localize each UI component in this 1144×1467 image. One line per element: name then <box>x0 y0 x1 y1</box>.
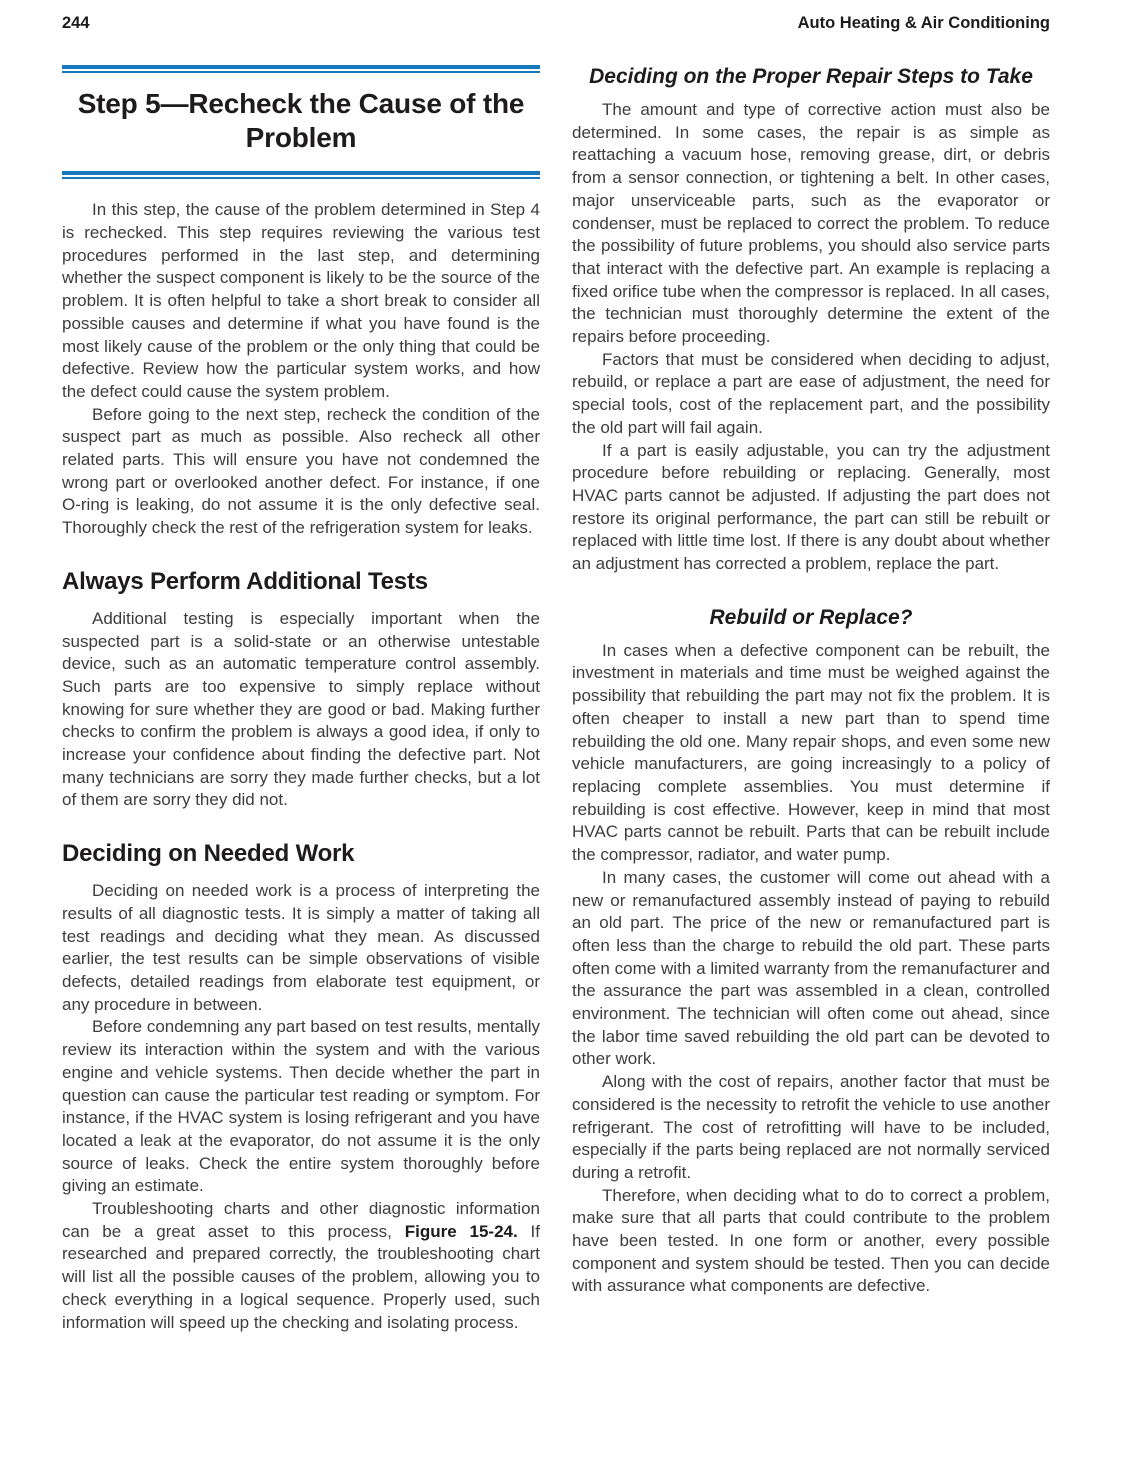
paragraph: Deciding on needed work is a process of interpreting the results of all diagnostic tests. It is simply a matter of taking all test readings and deciding what they mean. As discussed earlier, the test results can be simple observations of visible defects, detailed readings from elaborate test equipment, or any procedure in between. <box>62 881 540 1014</box>
paragraph: Before condemning any part based on test results, mentally review its interaction within the system and with the various engine and vehicle systems. Then decide whether the part in question can cause the particular test reading or symptom. For instance, if the HVAC system is losing refrigerant and you have located a leak at the evaporator, do not assume it is the only source of leaks. Check the entire system thoroughly before giving an estimate. <box>62 1017 540 1196</box>
subsection-heading-rebuild-replace: Rebuild or Replace? <box>709 605 913 629</box>
paragraph: Additional testing is especially important when the suspected part is a solid-state or an otherwise untestable device, such as an automatic temperature control assembly. Such parts are too expensive to simply replace without knowing for sure whether they are good or bad. Making further checks to confirm the problem is always a good idea, if only to increase your confidence about finding the defective part. Not many technicians are sorry they made further checks, but a lot of them are sorry they did not. <box>62 608 540 810</box>
section-heading-additional-tests: Always Perform Additional Tests <box>62 567 428 595</box>
paragraph-text: If researched and prepared correctly, the troubleshooting chart will list all the possible causes of the problem, allowing you to check everything in a logical sequence. Properly used, such information will speed up the checking and isolating process. <box>62 1221 541 1332</box>
paragraph: In this step, the cause of the problem determined in Step 4 is rechecked. This step requires reviewing the various test procedures performed in the last step, and determining whether the suspect component is likely to be the source of the problem. It is often helpful to take a short break to consider all possible causes and determine if what you have found is the most likely cause of the problem or the only thing that could be defective. Review how the particular system works, and how the defect could cause the system problem. <box>62 200 540 401</box>
page-number: 244 <box>62 14 90 32</box>
left-column <box>62 65 540 1334</box>
heading-rule-bottom <box>62 171 540 179</box>
paragraph-with-figure-ref <box>62 1198 540 1334</box>
paragraph-text: Troubleshooting charts and other diagnostic information can be a great asset to this process, <box>62 1199 540 1241</box>
running-head: Auto Heating & Air Conditioning <box>797 14 1050 32</box>
paragraph: Along with the cost of repairs, another factor that must be considered is the necessity to retrofit the vehicle to use another refrigerant. The cost of retrofitting will have to be included, especially if the parts being replaced are not normally serviced during a retrofit. <box>572 1072 1050 1182</box>
paragraph: Therefore, when deciding what to do to correct a problem, make sure that all parts that could contribute to the problem have been tested. In one form or another, every possible component and system should be tested. Then you can decide with assurance what components are defective. <box>572 1185 1050 1296</box>
paragraph: Factors that must be considered when deciding to adjust, rebuild, or replace a part are ease of adjustment, the need for special tools, cost of the replacement part, and the possibility the old part will fail again. <box>572 349 1050 437</box>
paragraph: In cases when a defective component can be rebuilt, the investment in materials and time must be weighed against the possibility that rebuilding the part may not fix the problem. It is often cheaper to install a new part than to spend time rebuilding the old one. Many repair shops, and even some new vehicle manufacturers, are going increasingly to a policy of replacing complete assemblies. You must determine if rebuilding is cost effective. However, keep in mind that most HVAC parts cannot be rebuilt. Parts that can be rebuilt include the compressor, radiator, and water pump. <box>572 640 1050 865</box>
figure-reference: Figure 15-24. <box>404 1221 518 1241</box>
two-column-layout <box>62 65 1050 1334</box>
paragraph: Before going to the next step, recheck the condition of the suspect part as much as possible. Also recheck all other related parts. This will ensure you have not condemned the wrong part or overlooked another defect. For instance, if one O-ring is leaking, do not assume it is the only defective seal. Thoroughly check the rest of the refrigeration system for leaks. <box>62 404 540 538</box>
heading-rule-top <box>62 65 540 73</box>
section-heading-needed-work: Deciding on Needed Work <box>62 840 355 868</box>
paragraph: In many cases, the customer will come out ahead with a new or remanufactured assembly instead of paying to rebuild an old part. The price of the new or remanufactured part is often less than the charge to rebuild the old part. These parts often come with a limited warranty from the remanufacturer and the assurance the part was assembled in a clean, controlled environment. The technician will often come out ahead, since the labor time saved rebuilding the old part can be devoted to other work. <box>572 867 1050 1069</box>
rule-thin <box>62 177 540 179</box>
page-header <box>62 14 1050 33</box>
step-heading-block <box>62 65 540 179</box>
step-title: Step 5—Recheck the Cause of the Problem <box>77 88 525 154</box>
right-column <box>572 65 1050 1334</box>
paragraph: If a part is easily adjustable, you can try the adjustment procedure before rebuilding or replacing. Generally, most HVAC parts cannot be adjusted. If adjusting the part does not restore its original performance, the part can still be rebuilt or replaced with little time lost. If there is any doubt about whether an adjustment has corrected a problem, replace the part. <box>572 440 1050 574</box>
subsection-heading-repair-steps: Deciding on the Proper Repair Steps to Take <box>589 65 1033 88</box>
paragraph: The amount and type of corrective action must also be determined. In some cases, the repair is as simple as reattaching a vacuum hose, removing grease, dirt, or debris from a sensor connection, or tightening a belt. In other cases, major unserviceable parts, such as the evaporator or condenser, must be replaced to correct the problem. To reduce the possibility of future problems, you should also service parts that interact with the defective part. An example is replacing a fixed orifice tube when the compressor is replaced. In all cases, the technician must thoroughly determine the extent of the repairs before proceeding. <box>572 100 1050 347</box>
